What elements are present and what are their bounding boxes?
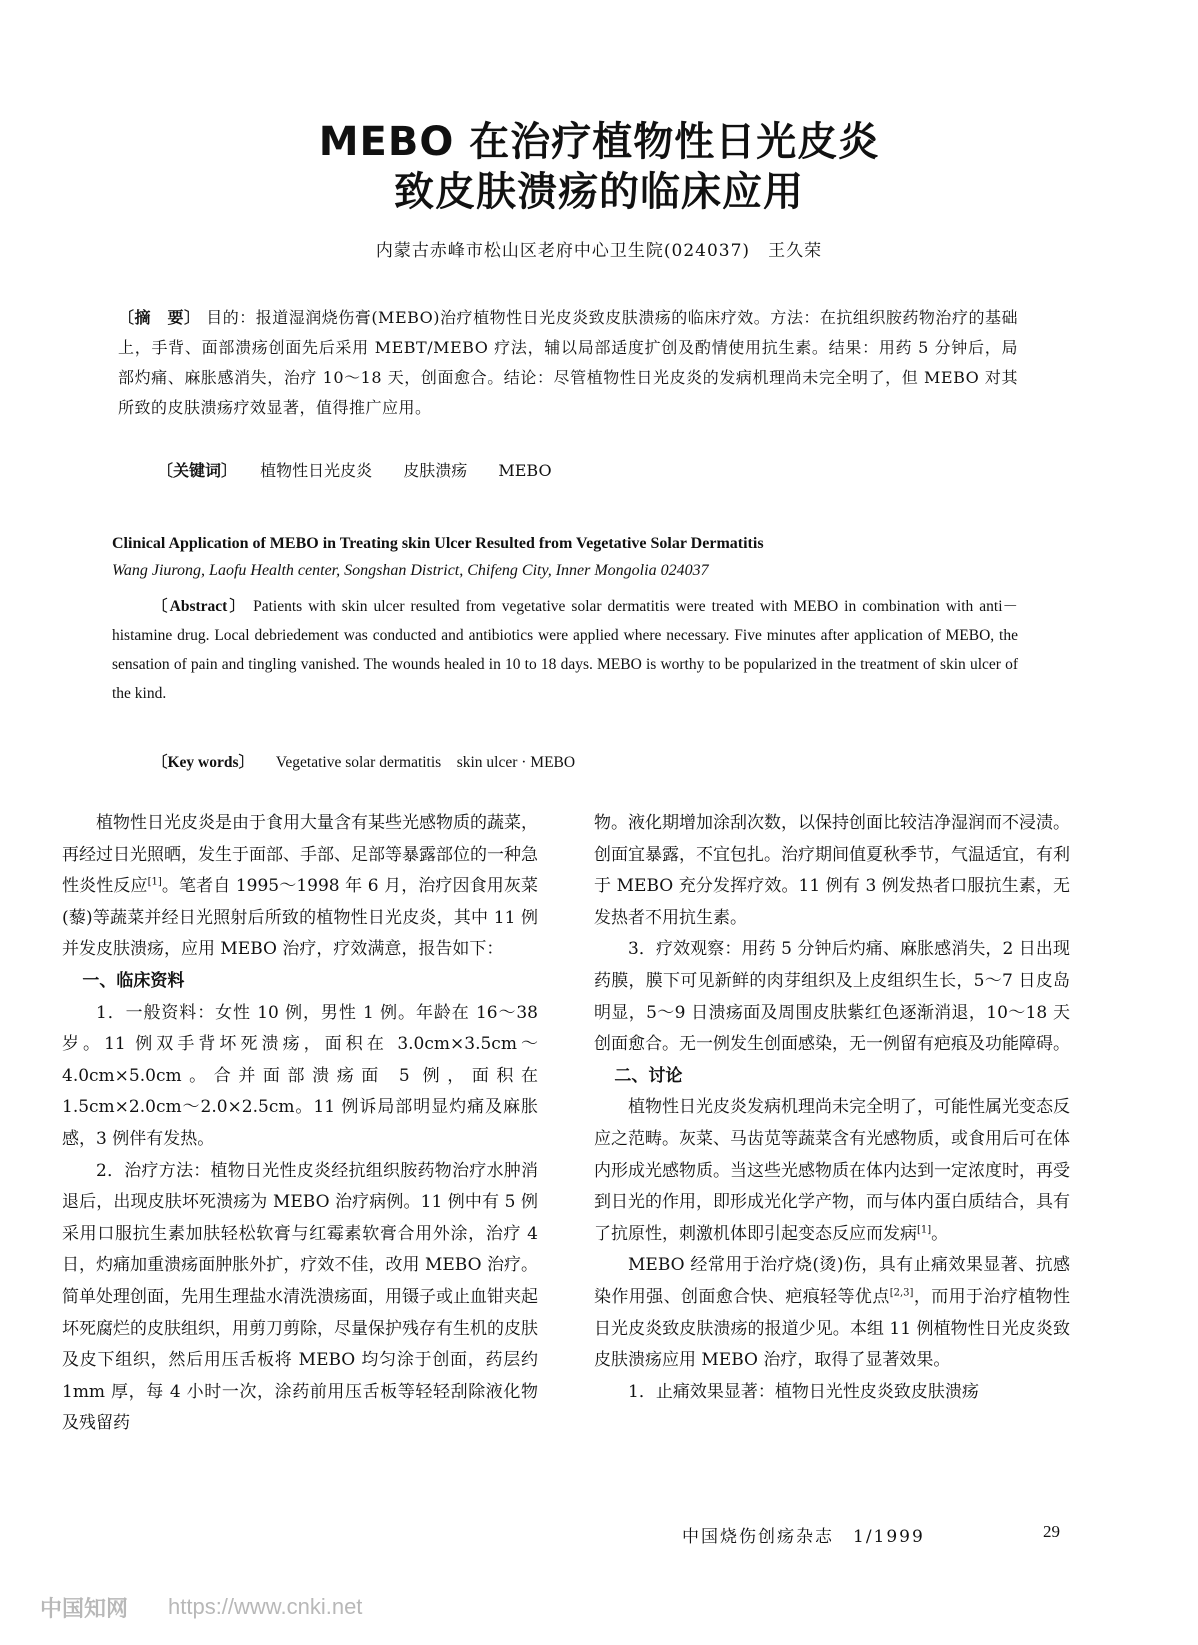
body-paragraph: 1．止痛效果显著：植物日光性皮炎致皮肤溃疡 [628,1381,979,1402]
citation: [1] [147,876,162,888]
english-title: Clinical Application of MEBO in Treating skin Ulcer Resulted from Vegetative Solar Dermatitis [112,535,764,552]
english-keywords-label: 〔Key words〕 [152,754,255,771]
section-heading: 二、讨论 [614,1065,683,1086]
keyword: MEBO [498,461,552,480]
author-affiliation: 内蒙古赤峰市松山区老府中心卫生院(024037) 王久荣 [375,241,823,261]
english-keywords-text: Vegetative solar dermatitis skin ulcer · MEBO [275,754,576,771]
body-paragraph: 植物性日光皮炎发病机理尚未完全明了，可能性属光变态反应之范畴。灰菜、马齿苋等蔬菜含有光感物质，或食用后可在体内形成光感物质。当这些光感物质在体内达到一定浓度时，再受到日光的作用，即形成光化学产物，而与体内蛋白质结合，具有了抗原性，刺激机体即引起变态反应而发病[1]。 [594,1097,1070,1244]
body-paragraph: MEBO 经常用于治疗烧(烫)伤，具有止痛效果显著、抗感染作用强、创面愈合快、疤痕轻等优点[2,3]，而用于治疗植物性日光皮炎致皮肤溃疡的报道少见。本组 11 例植物性日光皮炎致皮肤溃疡应用 MEBO 治疗，取得了显著效果。 [594,1255,1071,1371]
body-paragraph: 2．治疗方法：植物日光性皮炎经抗组织胺药物治疗水肿消退后，出现皮肤坏死溃疡为 MEBO 治疗病例。11 例中有 5 例采用口服抗生素加肤轻松软膏与红霉素软膏合用外涂，治疗 4 日，灼痛加重溃疡面肿胀外扩，疗效不佳，改用 MEBO 治疗。简单处理创面，先用生理盐水清洗溃疡面，用镊子或止血钳夹起坏死腐烂的皮肤组织，用剪刀剪除，尽量保护残存有生机的皮肤及皮下组织，然后用压舌板将 MEBO 均匀涂于创面，药层约 1mm 厚，每 4 小时一次，涂药前用压舌板等轻轻刮除液化物及残留药 [62,1160,538,1434]
citation: [2,3] [889,1287,914,1299]
english-authors: Wang Jiurong, Laofu Health center, Songshan District, Chifeng City, Inner Mongolia 024037 [112,562,709,579]
body-paragraph: 3．疗效观察：用药 5 分钟后灼痛、麻胀感消失，2 日出现药膜，膜下可见新鲜的肉芽组织及上皮组织生长，5～7 日皮岛明显，5～9 日溃疡面及周围皮肤紫红色逐渐消退，10～18 天创面愈合。无一例发生创面感染，无一例留有疤痕及功能障碍。 [594,939,1070,1055]
abstract-text: 目的：报道湿润烧伤膏(MEBO)治疗植物性日光皮炎致皮肤溃疡的临床疗效。方法：在抗组织胺药物治疗的基础上，手背、面部溃疡创面先后采用 MEBT/MEBO 疗法，辅以局部适度扩创及酌情使用抗生素。结果：用药 5 分钟后，局部灼痛、麻胀感消失，治疗 10～18 天，创面愈合。结论：尽管植物性日光皮炎的发病机理尚未完全明了，但 MEBO 对其所致的皮肤溃疡疗效显著，值得推广应用。 [118,308,1018,417]
chinese-keywords [157,458,578,481]
cnki-url[interactable]: https://www.cnki.net [168,1594,363,1619]
english-abstract-text: Patients with skin ulcer resulted from vegetative solar dermatitis were treated with MEBO in combination with anti－histamine drug. Local debriedement was conducted and antibiotics were applied where necessary. Five minutes after application of MEBO, the sensation of pain and tingling vanished. The wounds healed in 10 to 18 days. MEBO is worthy to be popularized in the treatment of skin ulcer of the kind. [112,598,1018,702]
body-left-column [62,808,538,1440]
chinese-abstract [118,303,1018,423]
article-title-line1: MEBO 在治疗植物性日光皮炎 [318,119,880,165]
body-paragraph: 物。液化期增加涂刮次数，以保持创面比较洁净湿润而不浸渍。创面宜暴露，不宜包扎。治疗期间值夏秋季节，气温适宜，有利于 MEBO 充分发挥疗效。11 例有 3 例发热者口服抗生素，无发热者不用抗生素。 [594,813,1070,928]
journal-footer: 中国烧伤创疡杂志 1/1999 [682,1527,925,1547]
english-keywords [152,750,575,772]
keyword: 皮肤溃疡 [403,461,468,480]
citation: [1] [917,1224,932,1236]
article-title-line2: 致皮肤溃疡的临床应用 [394,169,804,215]
body-paragraph: 1．一般资料：女性 10 例，男性 1 例。年龄在 16～38 岁。11 例双手背坏死溃疡，面积在 3.0cm×3.5cm～4.0cm×5.0cm。合并面部溃疡面 5 例，面积在 1.5cm×2.0cm～2.0×2.5cm。11 例诉局部明显灼痛及麻胀感，3 例伴有发热。 [62,1002,538,1149]
english-abstract [112,592,1018,708]
body-paragraph: 植物性日光皮炎是由于食用大量含有某些光感物质的蔬菜，再经过日光照晒，发生于面部、手部、足部等暴露部位的一种急性炎性反应[1]。笔者自 1995～1998 年 6 月，治疗因食用灰菜(藜)等蔬菜并经日光照射后所致的植物性日光皮炎，其中 11 例并发皮肤溃疡，应用 MEBO 治疗，疗效满意，报告如下： [62,813,538,960]
keyword: 植物性日光皮炎 [260,461,373,480]
page-number: 29 [1043,1522,1060,1541]
english-abstract-label: 〔Abstract〕 [152,598,248,615]
section-heading: 一、临床资料 [82,970,185,991]
body-right-column [594,808,1070,1408]
abstract-label: 〔摘 要〕 [118,308,201,327]
keywords-label: 〔关键词〕 [157,461,238,480]
cnki-logo: 中国知网 [40,1597,129,1622]
